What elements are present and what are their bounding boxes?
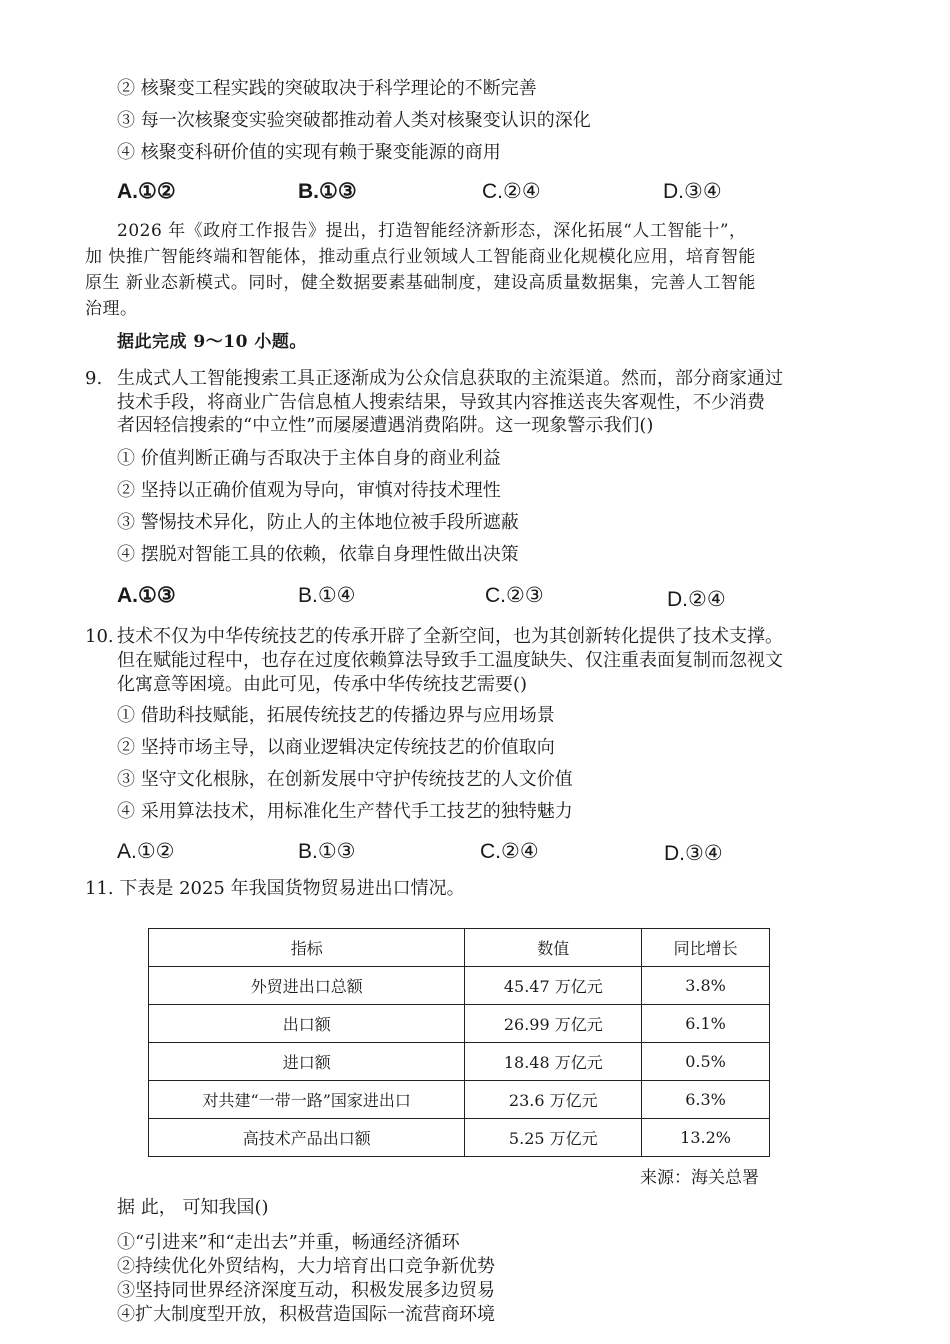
table-cell-growth: 6.1% [642, 1005, 770, 1043]
q10-choice-b: B.①③ [298, 840, 356, 863]
passage-instruction: 据此完成 9～10 小题。 [117, 332, 307, 352]
table-header-row [149, 929, 770, 967]
q10-stem-1: 技术不仅为中华传统技艺的传承开辟了全新空间，也为其创新转化提供了技术支撑。 [117, 626, 783, 647]
table-cell-growth: 0.5% [642, 1043, 770, 1081]
q11-item-3: ③坚持同世界经济深度互动，积极发展多边贸易 [117, 1280, 495, 1301]
passage-line-4: 治理。 [85, 299, 138, 319]
q9-choice-b: B.①④ [298, 584, 356, 607]
q9-choice-d: D.②④ [667, 588, 726, 611]
table-header-indicator: 指标 [149, 929, 465, 967]
q8-item-2: ② 核聚变工程实践的突破取决于科学理论的不断完善 [117, 78, 537, 99]
q10-number: 10. [85, 626, 114, 647]
table-cell-value: 26.99 万亿元 [465, 1005, 642, 1043]
table-row [149, 1043, 770, 1081]
q10-choice-d: D.③④ [664, 842, 723, 865]
q9-choice-c: C.②③ [485, 584, 544, 607]
q11-lead: 据 此， 可知我国() [117, 1197, 269, 1218]
q9-stem-3: 者因轻信搜索的“中立性”而屡屡遭遇消费陷阱。这一现象警示我们() [117, 415, 654, 436]
table-cell-value: 45.47 万亿元 [465, 967, 642, 1005]
q10-item-3: ③ 坚守文化根脉，在创新发展中守护传统技艺的人文价值 [117, 769, 573, 790]
table-cell-value: 18.48 万亿元 [465, 1043, 642, 1081]
table-header-value: 数值 [465, 929, 642, 967]
q10-stem-2: 但在赋能过程中，也存在过度依赖算法导致手工温度缺失、仅注重表面复制而忽视文 [117, 650, 783, 671]
table-source: 来源：海关总署 [640, 1168, 759, 1188]
q9-choice-a: A.①③ [117, 584, 176, 607]
table-cell-value: 5.25 万亿元 [465, 1119, 642, 1157]
trade-table [148, 928, 770, 1157]
q10-item-1: ① 借助科技赋能，拓展传统技艺的传播边界与应用场景 [117, 705, 555, 726]
table-cell-growth: 3.8% [642, 967, 770, 1005]
table-cell-growth: 6.3% [642, 1081, 770, 1119]
passage-line-1: 2026 年《政府工作报告》提出，打造智能经济新形态，深化拓展“人工智能十”， [117, 221, 747, 241]
q8-choice-c: C.②④ [482, 180, 541, 203]
table-row [149, 1119, 770, 1157]
q11-item-1: ①“引进来”和“走出去”并重，畅通经济循环 [117, 1232, 460, 1253]
q9-item-3: ③ 警惕技术异化，防止人的主体地位被手段所遮蔽 [117, 512, 519, 533]
q9-item-2: ② 坚持以正确价值观为导向，审慎对待技术理性 [117, 480, 501, 501]
q11-item-4: ④扩大制度型开放，积极营造国际一流营商环境 [117, 1304, 495, 1325]
q9-stem-1: 生成式人工智能搜索工具正逐渐成为公众信息获取的主流渠道。然而，部分商家通过 [117, 368, 783, 389]
q10-item-4: ④ 采用算法技术，用标准化生产替代手工技艺的独特魅力 [117, 801, 573, 822]
q10-item-2: ② 坚持市场主导，以商业逻辑决定传统技艺的价值取向 [117, 737, 555, 758]
table-row [149, 1081, 770, 1119]
q8-choice-d: D.③④ [663, 180, 722, 203]
q9-number: 9. [85, 368, 103, 389]
q9-item-1: ① 价值判断正确与否取决于主体自身的商业利益 [117, 448, 501, 469]
table-cell-indicator: 高技术产品出口额 [149, 1119, 465, 1157]
table-cell-growth: 13.2% [642, 1119, 770, 1157]
q11-stem: 11. 下表是 2025 年我国货物贸易进出口情况。 [85, 878, 465, 899]
table-row [149, 1005, 770, 1043]
passage-line-3: 原生 新业态新模式。同时，健全数据要素基础制度，建设高质量数据集，完善人工智能 [85, 273, 756, 293]
q10-choice-a: A.①② [117, 840, 175, 863]
table-cell-indicator: 出口额 [149, 1005, 465, 1043]
table-row [149, 967, 770, 1005]
table-cell-indicator: 对共建“一带一路”国家进出口 [149, 1081, 465, 1119]
q11-item-2: ②持续优化外贸结构，大力培育出口竞争新优势 [117, 1256, 495, 1277]
passage-line-2: 加 快推广智能终端和智能体，推动重点行业领域人工智能商业化规模化应用，培育智能 [85, 247, 756, 267]
q10-choice-c: C.②④ [480, 840, 539, 863]
q10-stem-3: 化寓意等困境。由此可见，传承中华传统技艺需要() [117, 674, 528, 695]
table-cell-indicator: 外贸进出口总额 [149, 967, 465, 1005]
q9-stem-2: 技术手段，将商业广告信息植人搜索结果，导致其内容推送丧失客观性，不少消费 [117, 392, 765, 413]
q8-choice-b: B.①③ [298, 180, 357, 203]
table-cell-indicator: 进口额 [149, 1043, 465, 1081]
q8-item-4: ④ 核聚变科研价值的实现有赖于聚变能源的商用 [117, 142, 501, 163]
q8-choice-a: A.①② [117, 180, 176, 203]
table-header-growth: 同比增长 [642, 929, 770, 967]
table-cell-value: 23.6 万亿元 [465, 1081, 642, 1119]
q9-item-4: ④ 摆脱对智能工具的依赖，依靠自身理性做出决策 [117, 544, 519, 565]
q8-item-3: ③ 每一次核聚变实验突破都推动着人类对核聚变认识的深化 [117, 110, 591, 131]
